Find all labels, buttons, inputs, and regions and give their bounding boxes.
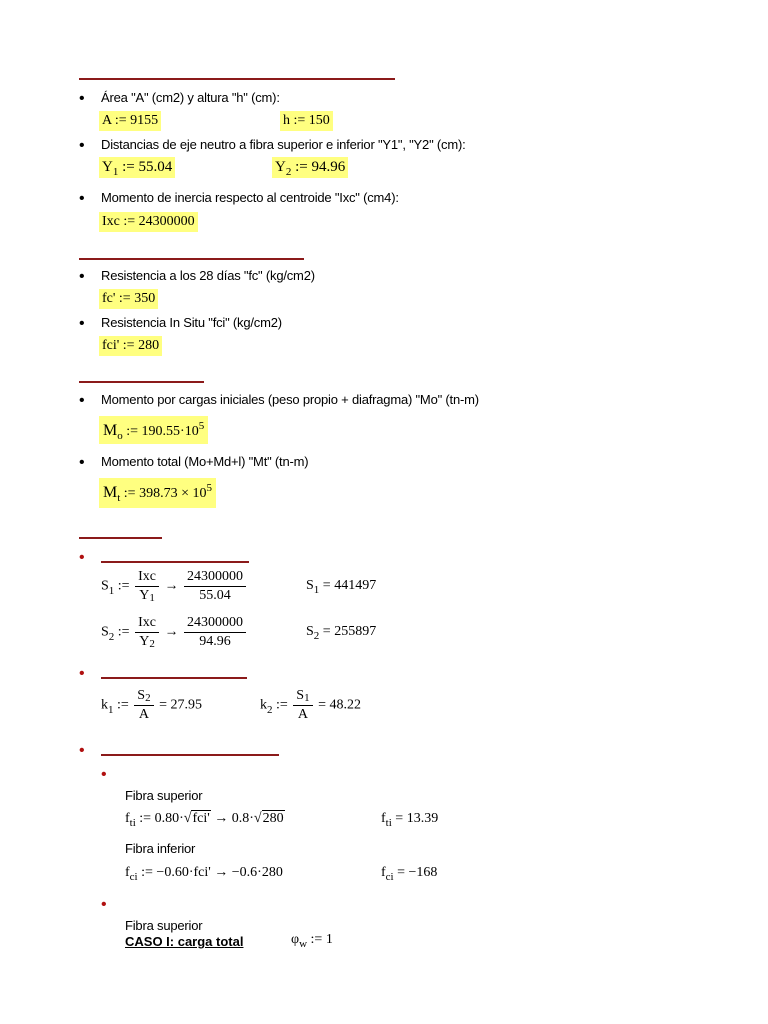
Ixc-assignment: Ixc := 24300000: [99, 212, 198, 232]
Ixc-value: 24300000: [138, 214, 195, 229]
distances-label: Distancias de eje neutro a fibra superior e inferior "Y1", "Y2" (cm):: [101, 137, 466, 152]
bullet: •: [101, 766, 107, 783]
phi-value: 1: [325, 932, 333, 947]
h-value: 150: [308, 113, 330, 128]
section-rule-2: [79, 258, 304, 260]
S1-denominator: 55.04: [199, 588, 231, 603]
fci-value: 280: [138, 338, 160, 353]
bullet: •: [79, 742, 85, 759]
k1-value: 27.95: [170, 697, 202, 713]
k1-formula: $k_1$ := $\frac{S2}{A}$ = 27.95: [101, 688, 202, 722]
A-assignment: A := 9155: [99, 111, 161, 131]
Y1-assignment: $Y_1$ := 55.04: [99, 157, 175, 178]
Mt-exponent: 5: [206, 482, 212, 494]
S2-formula: $S_2$ := $\frac{\text{Ixc}}{Y2}$ → $\frac{24300000}{94.96}$: [101, 615, 248, 650]
fti-coef: 0.80: [154, 811, 180, 826]
S1-result: $S_1 = 441497$: [306, 578, 377, 596]
fti-result: $f_{ti} = 13.39$: [381, 811, 439, 829]
bullet: •: [79, 454, 85, 471]
subsection-rule-k: [101, 677, 247, 679]
Mt-assignment: $M_t$ := $398.73 \times 10^5$: [99, 478, 216, 508]
bullet: •: [79, 315, 85, 332]
phi-assignment: $\varphi_w$ := 1: [291, 932, 333, 950]
section-rule-3: [79, 381, 204, 383]
S1-value: 441497: [334, 578, 377, 593]
A-value: 9155: [130, 113, 159, 128]
subsection-rule-modules: [101, 561, 249, 563]
fti-eval: 0.8: [231, 811, 250, 826]
fibra-superior-label: Fibra superior: [125, 788, 203, 803]
caso-label: CASO I: carga total: [125, 934, 244, 949]
Y2-assignment: $Y_2$ := 94.96: [272, 157, 348, 178]
fci-assignment: fci' := 280: [99, 336, 162, 356]
Mo-value: 190.55·10: [141, 424, 199, 439]
fti-sqrt-value: 280: [262, 811, 284, 826]
fc-label: Resistencia a los 28 días "fc" (kg/cm2): [101, 268, 315, 283]
section-rule-4: [79, 537, 162, 539]
fti-value: 13.39: [406, 811, 439, 826]
fci-result: $f_{ci} = -168$: [381, 865, 438, 883]
subsection-rule-stresses: [101, 754, 279, 756]
k2-formula: $k_2$ := $\frac{S1}{A}$ = 48.22: [260, 688, 361, 722]
bullet: •: [79, 137, 85, 154]
k2-value: 48.22: [329, 697, 361, 713]
bullet: •: [79, 549, 85, 566]
inertia-label: Momento de inercia respecto al centroide "Ixc" (cm4):: [101, 190, 399, 205]
fibra-inferior-label: Fibra inferior: [125, 841, 196, 856]
Mo-exponent: 5: [198, 420, 205, 432]
Y1-value: 55.04: [138, 159, 173, 175]
Y2-value: 94.96: [311, 159, 346, 175]
h-assignment: h := 150: [280, 111, 333, 131]
S2-numerator: 24300000: [184, 615, 246, 633]
S1-formula: $S_1$ := $\frac{\text{Ixc}}{Y1}$ → $\frac{24300000}{55.04}$: [101, 569, 248, 604]
fc-value: 350: [134, 291, 156, 306]
fci-expr: −0.60·fci': [156, 865, 211, 880]
bullet: •: [79, 190, 85, 207]
bullet: •: [79, 90, 85, 107]
mo-label: Momento por cargas iniciales (peso propio + diafragma) "Mo" (tn-m): [101, 392, 479, 407]
fibra-superior-label-2: Fibra superior: [125, 918, 203, 933]
fci-formula: $f_{ci}$ := −0.60·fci' → −0.6·280: [125, 865, 283, 883]
S2-result: $S_2 = 255897$: [306, 624, 377, 642]
fci-value: −168: [408, 865, 438, 880]
bullet: •: [79, 268, 85, 285]
fc-assignment: fc' := 350: [99, 289, 158, 309]
fci-label: Resistencia In Situ "fci" (kg/cm2): [101, 315, 282, 330]
bullet: •: [101, 896, 107, 913]
S2-denominator: 94.96: [199, 634, 231, 649]
section-rule-1: [79, 78, 395, 80]
S2-value: 255897: [334, 624, 377, 639]
fci-eval: −0.6·280: [231, 865, 283, 880]
mt-label: Momento total (Mo+Md+l) "Mt" (tn-m): [101, 454, 309, 469]
bullet: •: [79, 665, 85, 682]
bullet: •: [79, 392, 85, 409]
Mt-value: 398.73 × 10: [139, 486, 207, 501]
area-label: Área "A" (cm2) y altura "h" (cm):: [101, 90, 280, 105]
fti-formula: $f_{ti}$ := 0.80·√fci' → 0.8·√280: [125, 811, 284, 829]
S1-numerator: 24300000: [184, 569, 246, 587]
Mo-assignment: $M_o$ := $190.55\cdot 10^5$: [99, 416, 208, 444]
